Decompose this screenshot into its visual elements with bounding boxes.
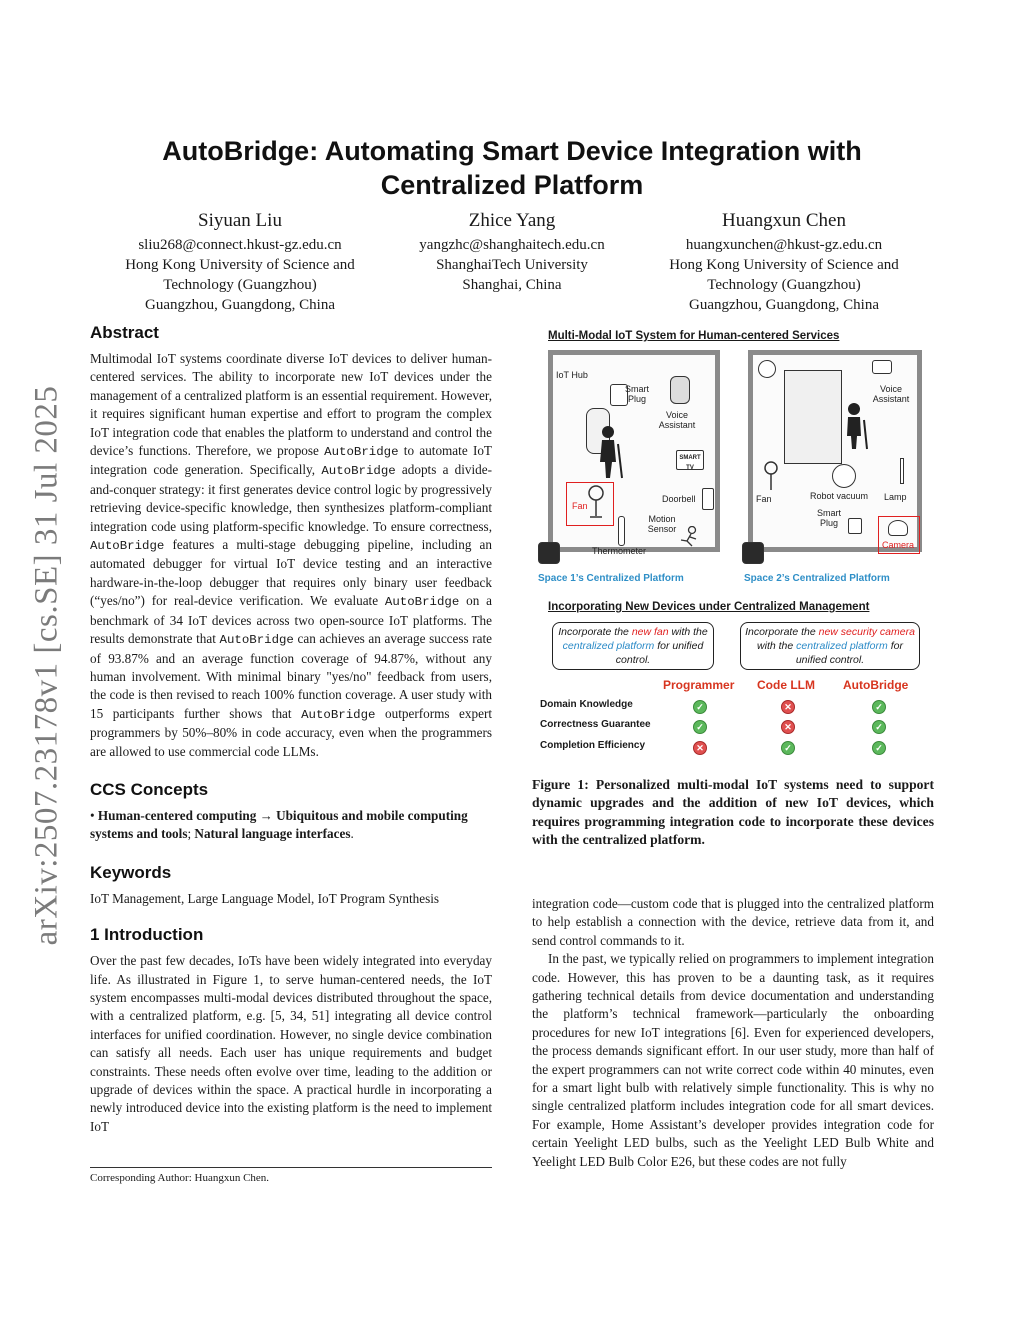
thermometer-icon — [618, 516, 625, 546]
request-bubble-1: Incorporate the new fan with the centralized platform for unified control. — [552, 622, 714, 670]
author-email: sliu268@connect.hkust-gz.edu.cn — [138, 237, 342, 253]
fan-icon — [584, 484, 608, 520]
check-icon: ✓ — [781, 741, 795, 755]
check-icon: ✓ — [693, 700, 707, 714]
arxiv-id: arXiv:2507.23178v1 [cs.SE] 31 Jul 2025 — [28, 385, 65, 945]
smart-tv-label: SMART TV — [679, 455, 701, 471]
right-paragraph-1: integration code—custom code that is plugged into the centralized platform to help establish a connection with the device, retrieve data from it, and send control commands to it. — [532, 896, 934, 948]
figure-1 — [532, 322, 934, 762]
title-line-1: AutoBridge: Automating Smart Device Integration with — [162, 136, 862, 166]
intro-heading: 1 Introduction — [90, 925, 204, 945]
home-platform-2-icon — [742, 542, 764, 564]
author-block-3 — [634, 208, 934, 315]
voice-assistant-2-label: Voice Assistant — [872, 384, 910, 404]
column-programmer: Programmer — [663, 678, 735, 692]
robot-vacuum-label: Robot vacuum — [810, 491, 869, 501]
request-bubble-2: Incorporate the new security camera with the centralized platform for unified control. — [740, 622, 920, 670]
author-affiliation-2: Technology (Guangzhou) — [163, 277, 317, 293]
bed-icon — [784, 370, 842, 464]
smart-plug-label: Smart Plug — [624, 384, 649, 404]
cross-icon: ✕ — [781, 700, 795, 714]
row-label-efficiency: Completion Efficiency — [540, 740, 646, 751]
voice-assistant-icon — [670, 376, 690, 404]
iot-hub-label: IoT Hub — [556, 370, 588, 380]
figure-subtitle: Incorporating New Devices under Centralized Management — [548, 601, 870, 613]
camera-label: Camera — [882, 540, 915, 550]
robot-vacuum-icon — [832, 464, 856, 488]
author-affiliation-2: Shanghai, China — [462, 277, 562, 293]
abstract-heading: Abstract — [90, 323, 159, 342]
space-1-platform-label: Space 1’s Centralized Platform — [538, 573, 684, 584]
left-column — [90, 322, 492, 1136]
keywords-heading: Keywords — [90, 862, 172, 882]
footnote: Corresponding Author: Huangxun Chen. — [90, 1172, 270, 1184]
paper-title — [90, 134, 934, 202]
author-affiliation: Hong Kong University of Science and — [125, 257, 355, 273]
fan-2-label: Fan — [756, 494, 772, 504]
smart-speaker-icon — [872, 360, 892, 374]
author-name: Zhice Yang — [468, 210, 556, 231]
author-affiliation: ShanghaiTech University — [436, 257, 588, 273]
cross-icon: ✕ — [693, 741, 707, 755]
author-block-2 — [362, 208, 662, 295]
doorbell-label: Doorbell — [662, 494, 696, 504]
security-camera-icon — [888, 520, 908, 536]
intro-paragraph: Over the past few decades, IoTs have been widely integrated into everyday life. As illustrated in Figure 1, to serve human-centered needs, the IoT system encompasses multi-modal devices distributed throughout the space, with a centralized platform, e.g. [5, 34, 51] integrating all device control interfaces for unified coordination. However, no single device combination can satisfy all needs. Each user has unique requirements and budget constraints. These needs often evolve over time, leading to the addition or upgrade of devices within the space. A practical hurdle in incorporating a newly introduced device into the existing platform is the need to implement IoT — [90, 953, 492, 1134]
lamp-label: Lamp — [884, 492, 907, 502]
author-name: Siyuan Liu — [198, 210, 282, 231]
doorbell-icon — [702, 488, 714, 510]
smart-plug-2-label: Smart Plug — [816, 508, 841, 528]
home-platform-icon — [538, 542, 560, 564]
check-icon: ✓ — [693, 720, 707, 734]
right-column — [532, 895, 934, 1171]
author-location: Guangzhou, Guangdong, China — [145, 297, 335, 313]
space-2-platform-label: Space 2’s Centralized Platform — [744, 573, 890, 584]
arxiv-stamp — [26, 380, 68, 950]
ccs-concepts: • Human-centered computing → Ubiquitous and mobile computing systems and tools; Natural language interfaces. — [90, 807, 468, 842]
check-icon: ✓ — [872, 741, 886, 755]
running-person-icon — [678, 526, 702, 548]
author-affiliation: Hong Kong University of Science and — [669, 257, 899, 273]
elderly-person-icon — [590, 424, 626, 480]
figure-title: Multi-Modal IoT System for Human-centered Services — [548, 330, 840, 342]
smart-plug-2-icon — [848, 518, 862, 534]
check-icon: ✓ — [872, 700, 886, 714]
author-email: yangzhc@shanghaitech.edu.cn — [419, 237, 605, 253]
title-line-2: Centralized Platform — [380, 170, 644, 200]
voice-assistant-label: Voice Assistant — [658, 410, 696, 430]
footnote-rule — [90, 1167, 492, 1168]
ceiling-fan-icon — [758, 360, 776, 378]
cross-icon: ✕ — [781, 720, 795, 734]
keywords-text: IoT Management, Large Language Model, IoT Program Synthesis — [90, 890, 440, 906]
abstract-text: Multimodal IoT systems coordinate diverse IoT devices to deliver human-centered services. The ability to incorporate new IoT devices under the management of a centralized platform is an essential requirement. However, it requires significant human expertise and effort to program the complex IoT integration code that enables the platform to understand and control the device’s functions. Therefore, we propose AutoBridge to automate IoT integration code generation. Specifically, AutoBridge adopts a divide-and-conquer strategy: it first generates device control logic by progressively retrieving device-specific knowledge, then synthesizes platform-compliant integration code using platform-specific knowledge. To ensure correctness, AutoBridge features a multi-stage debugging pipeline, including an automated debugger for virtual IoT device testing and an interactive hardware-in-the-loop debugger that requires only binary user feedback (“yes/no”) for real-device verification. We evaluate AutoBridge on a benchmark of 34 IoT devices across two open-source IoT platforms. The results demonstrate that AutoBridge can achieves an average success rate of 93.87% and an average function coverage of 94.87%, without any human involvement. With minimal binary "yes/no" feedback from users, the code is then revised to reach 100% function coverage. A user study with 15 participants further shows that AutoBridge outperforms expert programmers by 50%–80% in code accuracy, even when the programmers are allowed to use commercial code LLMs. — [90, 351, 493, 759]
row-label-domain-knowledge: Domain Knowledge — [540, 699, 633, 710]
check-icon: ✓ — [872, 720, 886, 734]
author-block-1 — [90, 208, 390, 315]
column-code-llm: Code LLM — [757, 678, 815, 692]
motion-sensor-label: Motion Sensor — [647, 514, 677, 534]
fan-2-icon — [760, 460, 782, 496]
row-label-correctness: Correctness Guarantee — [540, 719, 651, 730]
author-email: huangxunchen@hkust-gz.edu.cn — [685, 237, 883, 253]
right-paragraph-2: In the past, we typically relied on programmers to implement integration code. However, this has proven to be a daunting task, as it requires gathering technical details from device documentation and understanding the platform’s technical framework—particularly the onboarding procedures for new IoT integrations [6]. Even for experienced developers, the process demands significant effort. In our user study, more than half of the expert programmers can not write correct code within 40 minutes, even for a smart light bulb with relatively simple functionality. This is why no single centralized platform includes integration code for all smart devices. For example, Home Assistant’s developer provides integration code for certain Yeelight LED bulbs, such as the Yeelight LED Bulb White and Yeelight LED Bulb Color E26, but these codes are not fully — [532, 951, 934, 1169]
author-location: Guangzhou, Guangdong, China — [689, 297, 879, 313]
author-name: Huangxun Chen — [721, 210, 846, 231]
figure-caption: Figure 1: Personalized multi-modal IoT systems need to support dynamic upgrades and the addition of new IoT devices, which requires programming integration code to incorporate these devices with the centralized platform. — [532, 777, 934, 848]
author-affiliation-2: Technology (Guangzhou) — [707, 277, 861, 293]
ccs-heading: CCS Concepts — [90, 779, 209, 799]
column-autobridge: AutoBridge — [843, 678, 909, 692]
thermometer-label: Thermometer — [592, 546, 647, 556]
lamp-icon — [900, 458, 904, 484]
elderly-person-2-icon — [838, 402, 870, 450]
fan-label: Fan — [572, 501, 588, 511]
